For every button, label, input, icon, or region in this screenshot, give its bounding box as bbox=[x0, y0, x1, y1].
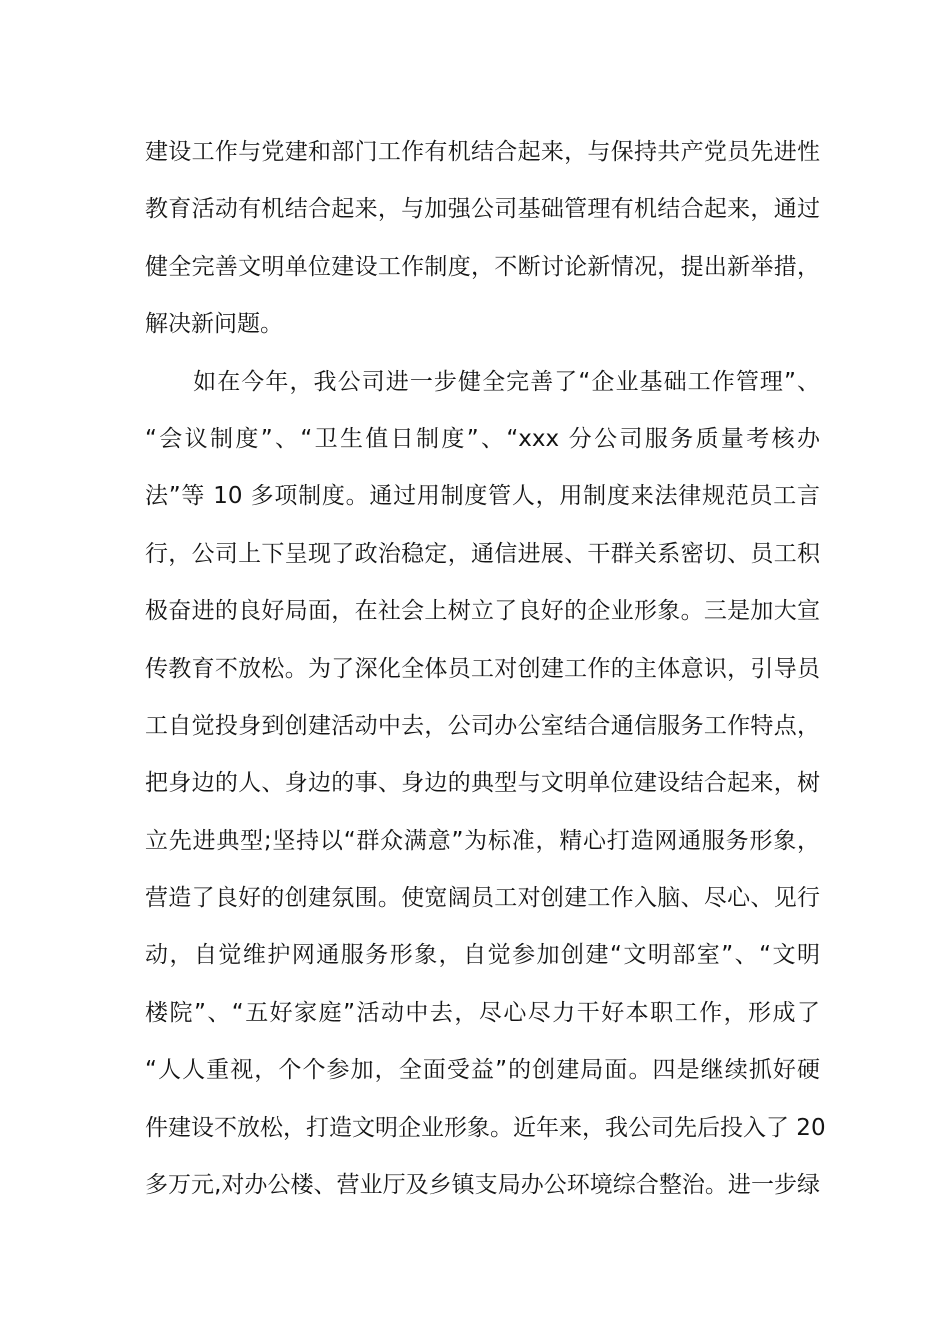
text-line: 多万元,对办公楼、营业厅及乡镇支局办公环境综合整治。进一步绿 bbox=[145, 1172, 820, 1199]
text-line: 建设工作与党建和部门工作有机结合起来，与保持共产党员先进性 bbox=[145, 139, 820, 165]
text-line: 营造了良好的创建氛围。使宽阔员工对创建工作入脑、尽心、见行 bbox=[145, 885, 820, 912]
text-line: 解决新问题。 bbox=[145, 311, 283, 338]
text-line: 教育活动有机结合起来，与加强公司基础管理有机结合起来，通过 bbox=[145, 196, 820, 223]
text-line: “会议制度”、“卫生值日制度”、“xxx 分公司服务质量考核办 bbox=[145, 425, 820, 452]
text-line: 立先进典型;坚持以“群众满意”为标准，精心打造网通服务形象， bbox=[145, 827, 820, 854]
text-line: 传教育不放松。为了深化全体员工对创建工作的主体意识，引导员 bbox=[145, 655, 820, 682]
text-line: 极奋进的良好局面，在社会上树立了良好的企业形象。三是加大宣 bbox=[145, 598, 820, 625]
body-text bbox=[145, 128, 826, 1218]
text-line: 把身边的人、身边的事、身边的典型与文明单位建设结合起来，树 bbox=[145, 770, 820, 797]
text-line: “人人重视，个个参加，全面受益”的创建局面。四是继续抓好硬 bbox=[145, 1057, 820, 1084]
text-line: 楼院”、“五好家庭”活动中去，尽心尽力干好本职工作，形成了 bbox=[145, 999, 820, 1026]
text-line: 健全完善文明单位建设工作制度，不断讨论新情况，提出新举措， bbox=[145, 253, 820, 280]
text-line: 行，公司上下呈现了政治稳定，通信进展、干群关系密切、员工积 bbox=[145, 540, 820, 567]
text-line: 法”等 10 多项制度。通过用制度管人，用制度来法律规范员工言 bbox=[145, 483, 820, 510]
text-line: 如在今年，我公司进一步健全完善了“企业基础工作管理”、 bbox=[145, 368, 820, 395]
text-line: 工自觉投身到创建活动中去，公司办公室结合通信服务工作特点， bbox=[145, 712, 820, 739]
text-line: 动，自觉维护网通服务形象，自觉参加创建“文明部室”、“文明 bbox=[145, 942, 820, 969]
text-line: 件建设不放松，打造文明企业形象。近年来，我公司先后投入了 20 bbox=[145, 1114, 826, 1141]
